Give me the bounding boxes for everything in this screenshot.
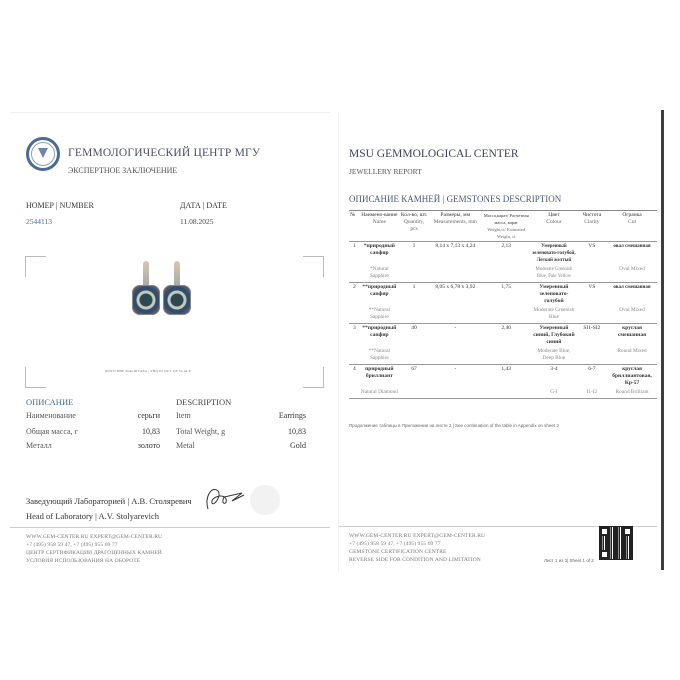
earring-photo-left bbox=[132, 261, 160, 315]
certificate-left-page bbox=[10, 112, 330, 573]
sheet-number: Лист 1 из 2| Sheet 1 of 2 bbox=[544, 558, 594, 563]
weight-label-en: Total Weight, g bbox=[176, 427, 226, 436]
report-subtitle-ru: ЭКСПЕРТНОЕ ЗАКЛЮЧЕНИЕ bbox=[68, 166, 178, 175]
footer-contact-web: WWW.GEM-CENTER.RU EXPERT@GEM-CENTER.RU bbox=[349, 533, 486, 539]
footer-centre-name: GEMSTONE CERTIFICATION CENTRE bbox=[349, 549, 447, 555]
col-name: Наимено-вание Name bbox=[361, 212, 398, 225]
item-label-en: Item bbox=[176, 411, 191, 420]
footer-divider bbox=[10, 527, 330, 528]
earring-photo-right bbox=[163, 261, 191, 315]
gemstones-heading: ОПИСАНИЕ КАМНЕЙ | GEMSTONES DESCRIPTION bbox=[349, 194, 562, 204]
col-measurements: Размеры, мм Measurements, mm bbox=[433, 212, 477, 225]
weight-value-ru: 10,83 bbox=[142, 427, 160, 436]
org-name-ru: ГЕММОЛОГИЧЕСКИЙ ЦЕНТР МГУ bbox=[68, 147, 261, 159]
table-row: 1 *природный сапфир 1 8,14 x 7,13 x 4,24 2,13 Умеренный зеленовато-голубой, Легкий желтый VS овал смешанная bbox=[353, 243, 651, 263]
left-footer bbox=[26, 533, 162, 565]
photo-frame-corner bbox=[303, 367, 324, 388]
table-row-en: Natural Diamond G-I I1-I2 Round Brilliant bbox=[349, 388, 657, 399]
item-value-ru: серьги bbox=[137, 411, 160, 420]
photo-caption: ФОТО ВНЕ МАСШТАБА | PHOTO OUT OF SCALE bbox=[105, 369, 191, 373]
msu-gem-center-logo-icon bbox=[26, 137, 60, 171]
photo-frame-corner bbox=[25, 367, 46, 388]
item-value-en: Earrings bbox=[278, 411, 306, 420]
gemstones-table bbox=[349, 210, 657, 399]
table-row-en: **Natural Sapphire Moderate Greenish Blue Oval Mixed bbox=[349, 306, 657, 324]
table-row-en: **Natural Sapphire Moderate Blue, Deep Blue Round Mixed bbox=[349, 347, 657, 365]
item-label-ru: Наименование bbox=[26, 411, 76, 420]
table-header-row bbox=[349, 211, 657, 242]
col-no: № bbox=[350, 212, 356, 218]
org-name-en: MSU GEMMOLOGICAL CENTER bbox=[349, 148, 519, 160]
table-row: 4 природный бриллиант 67 - 1,43 3-4 6-7 круглая бриллиантовая, Кр-57 bbox=[353, 366, 652, 386]
weight-label-ru: Общая масса, г bbox=[26, 427, 78, 436]
official-seal-icon bbox=[250, 485, 280, 515]
table-row-en: *Natural Sapphire Moderate Greenish Blue, Pale Yellow Oval Mixed bbox=[349, 265, 657, 283]
metal-value-en: Gold bbox=[290, 441, 306, 450]
report-type: JEWELLERY REPORT bbox=[349, 167, 422, 176]
footer-contact-phone: +7 (495) 958 59 47, +7 (495) 955 69 77 bbox=[349, 541, 441, 547]
date-label: ДАТА | DATE bbox=[180, 201, 227, 210]
col-colour: Цвет Colour bbox=[546, 212, 562, 225]
metal-value-ru: золото bbox=[137, 441, 160, 450]
page-edge-divider bbox=[661, 110, 664, 570]
signature-icon bbox=[202, 483, 246, 513]
right-footer bbox=[349, 532, 485, 564]
footer-contact-web: WWW.GEM-CENTER.RU EXPERT@GEM-CENTER.RU bbox=[26, 534, 163, 540]
col-clarity: Чистота Clarity bbox=[582, 212, 602, 225]
photo-frame-corner bbox=[25, 256, 46, 277]
table-row: 3 **природный сапфир 40 - 2,40 Умеренный синий, Глубокий синий SI1-SI2 круглая смешанная bbox=[353, 325, 647, 345]
table-continuation-note: Продолжение таблицы в Приложении на листе 2 | See continuation of the table in Appendix on sheet 2 bbox=[349, 423, 559, 428]
date-value: 11.08.2025 bbox=[180, 217, 214, 226]
photo-frame-corner bbox=[303, 256, 324, 277]
col-cut: Огранка Cut bbox=[622, 212, 642, 225]
signatory-en: Head of Laboratory | A.V. Stolyarevich bbox=[26, 511, 160, 521]
footer-conditions: REVERSE SIDE FOR CONDITION AND LIMITATION bbox=[349, 557, 481, 563]
number-label: НОМЕР | NUMBER bbox=[26, 201, 94, 210]
weight-value-en: 10,83 bbox=[288, 427, 306, 436]
metal-label-en: Metal bbox=[176, 441, 195, 450]
footer-contact-phone: +7 (495) 958 59 47, +7 (495) 955 69 77 bbox=[26, 542, 118, 548]
signatory-ru: Заведующий Лабораторией | А.В. Столяревич bbox=[26, 496, 192, 506]
metal-label-ru: Металл bbox=[26, 441, 52, 450]
footer-conditions: УСЛОВИЯ ИСПОЛЬЗОВАНИЯ НА ОБОРОТЕ bbox=[26, 558, 141, 564]
certificate-right-page bbox=[338, 112, 657, 572]
footer-centre-name: ЦЕНТР СЕРТИФИКАЦИИ ДРАГОЦЕННЫХ КАМНЕЙ bbox=[26, 550, 162, 556]
description-heading-ru: ОПИСАНИЕ bbox=[26, 397, 74, 407]
number-value: 2544113 bbox=[26, 217, 52, 226]
col-weight: Масса,карат/ Расчетная масса, карат Weight,ct/ Estimated Weight, ct bbox=[483, 213, 529, 239]
qr-code-icon[interactable] bbox=[599, 526, 633, 560]
table-row: 2 **природный сапфир 1 8,05 x 6,78 x 3,92 1,75 Умеренный зеленовато-голубой VS овал смешанная bbox=[353, 284, 651, 304]
description-heading-en: DESCRIPTION bbox=[176, 397, 232, 407]
col-quantity: Кол-во, шт. Quantity, pcs bbox=[400, 212, 428, 232]
